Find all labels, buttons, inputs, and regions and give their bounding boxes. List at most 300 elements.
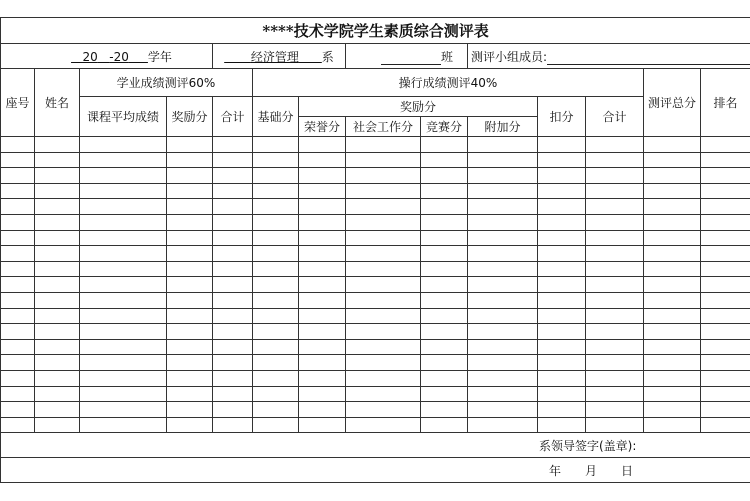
table-cell[interactable] — [80, 417, 167, 433]
table-cell[interactable] — [213, 308, 253, 324]
table-cell[interactable] — [299, 137, 346, 153]
table-cell[interactable] — [35, 168, 80, 184]
table-cell[interactable] — [35, 277, 80, 293]
table-cell[interactable] — [213, 152, 253, 168]
table-cell[interactable] — [80, 324, 167, 340]
table-cell[interactable] — [253, 417, 299, 433]
table-cell[interactable] — [1, 183, 35, 199]
table-cell[interactable] — [80, 152, 167, 168]
class-label: 班 — [440, 49, 453, 64]
table-cell[interactable] — [644, 386, 701, 402]
table-cell[interactable] — [253, 183, 299, 199]
table-cell[interactable] — [346, 277, 421, 293]
table-row — [1, 183, 750, 199]
table-cell[interactable] — [1, 168, 35, 184]
table-cell[interactable] — [538, 339, 586, 355]
table-cell[interactable] — [538, 261, 586, 277]
table-cell[interactable] — [253, 339, 299, 355]
table-cell[interactable] — [299, 168, 346, 184]
table-cell[interactable] — [35, 355, 80, 371]
table-row — [1, 168, 750, 184]
table-cell[interactable] — [167, 214, 213, 230]
table-cell[interactable] — [346, 370, 421, 386]
table-cell[interactable] — [346, 230, 421, 246]
table-row — [1, 292, 750, 308]
table-cell[interactable] — [644, 308, 701, 324]
table-cell[interactable] — [346, 261, 421, 277]
table-cell[interactable] — [701, 402, 750, 418]
table-cell[interactable] — [167, 152, 213, 168]
table-cell[interactable] — [167, 324, 213, 340]
table-cell[interactable] — [1, 214, 35, 230]
table-cell[interactable] — [538, 386, 586, 402]
table-cell[interactable] — [586, 277, 644, 293]
table-cell[interactable] — [213, 355, 253, 371]
table-cell[interactable] — [299, 339, 346, 355]
table-cell[interactable] — [538, 246, 586, 262]
table-cell[interactable] — [468, 230, 538, 246]
table-cell[interactable] — [586, 137, 644, 153]
table-cell[interactable] — [299, 199, 346, 215]
table-cell[interactable] — [538, 152, 586, 168]
table-cell[interactable] — [167, 261, 213, 277]
table-cell[interactable] — [253, 292, 299, 308]
table-cell[interactable] — [35, 417, 80, 433]
table-cell[interactable] — [299, 417, 346, 433]
table-cell[interactable] — [586, 183, 644, 199]
table-cell[interactable] — [1, 230, 35, 246]
table-cell[interactable] — [586, 324, 644, 340]
table-cell[interactable] — [253, 152, 299, 168]
academic-year-field[interactable] — [1, 44, 213, 69]
table-cell[interactable] — [468, 277, 538, 293]
table-cell[interactable] — [167, 230, 213, 246]
table-cell[interactable] — [299, 308, 346, 324]
table-cell[interactable] — [80, 199, 167, 215]
table-cell[interactable] — [1, 261, 35, 277]
table-cell[interactable] — [1, 137, 35, 153]
table-cell[interactable] — [586, 370, 644, 386]
table-cell[interactable] — [586, 339, 644, 355]
table-cell[interactable] — [346, 324, 421, 340]
table-cell[interactable] — [1, 324, 35, 340]
table-cell[interactable] — [586, 152, 644, 168]
table-cell[interactable] — [538, 168, 586, 184]
table-cell[interactable] — [213, 214, 253, 230]
table-cell[interactable] — [538, 199, 586, 215]
department-field[interactable] — [213, 44, 346, 69]
table-cell[interactable] — [299, 386, 346, 402]
table-cell[interactable] — [701, 370, 750, 386]
table-cell[interactable] — [346, 292, 421, 308]
table-cell[interactable] — [644, 417, 701, 433]
table-cell[interactable] — [468, 246, 538, 262]
table-cell[interactable] — [421, 355, 468, 371]
table-cell[interactable] — [538, 355, 586, 371]
table-cell[interactable] — [80, 214, 167, 230]
form-title: ****技术学院学生素质综合测评表 — [1, 18, 750, 44]
table-cell[interactable] — [421, 214, 468, 230]
table-cell[interactable] — [80, 277, 167, 293]
table-cell[interactable] — [701, 339, 750, 355]
table-cell[interactable] — [421, 308, 468, 324]
table-cell[interactable] — [1, 417, 35, 433]
table-cell[interactable] — [538, 308, 586, 324]
table-cell[interactable] — [213, 277, 253, 293]
table-cell[interactable] — [1, 339, 35, 355]
table-cell[interactable] — [213, 339, 253, 355]
table-cell[interactable] — [167, 417, 213, 433]
table-cell[interactable] — [1, 386, 35, 402]
evaluation-form-table — [0, 17, 750, 483]
table-cell[interactable] — [213, 386, 253, 402]
table-cell[interactable] — [468, 292, 538, 308]
table-cell[interactable] — [35, 199, 80, 215]
table-cell[interactable] — [701, 246, 750, 262]
table-cell[interactable] — [1, 308, 35, 324]
table-cell[interactable] — [299, 370, 346, 386]
table-cell[interactable] — [35, 339, 80, 355]
table-cell[interactable] — [299, 230, 346, 246]
table-cell[interactable] — [253, 261, 299, 277]
table-cell[interactable] — [346, 402, 421, 418]
table-cell[interactable] — [421, 324, 468, 340]
table-cell[interactable] — [213, 230, 253, 246]
table-cell[interactable] — [253, 246, 299, 262]
table-cell[interactable] — [213, 137, 253, 153]
table-cell[interactable] — [35, 246, 80, 262]
table-cell[interactable] — [468, 370, 538, 386]
table-cell[interactable] — [299, 292, 346, 308]
table-cell[interactable] — [586, 199, 644, 215]
table-cell[interactable] — [35, 214, 80, 230]
table-cell[interactable] — [213, 261, 253, 277]
table-cell[interactable] — [586, 417, 644, 433]
table-cell[interactable] — [644, 277, 701, 293]
table-cell[interactable] — [586, 402, 644, 418]
table-cell[interactable] — [35, 370, 80, 386]
table-cell[interactable] — [538, 292, 586, 308]
table-cell[interactable] — [299, 246, 346, 262]
table-cell[interactable] — [644, 324, 701, 340]
table-cell[interactable] — [299, 261, 346, 277]
table-cell[interactable] — [421, 386, 468, 402]
table-cell[interactable] — [644, 355, 701, 371]
table-cell[interactable] — [644, 292, 701, 308]
table-cell[interactable] — [468, 199, 538, 215]
header-course-avg: 课程平均成绩 — [80, 97, 167, 137]
table-cell[interactable] — [35, 292, 80, 308]
table-cell[interactable] — [346, 355, 421, 371]
date-row — [1, 458, 750, 483]
table-cell[interactable] — [701, 355, 750, 371]
table-cell[interactable] — [701, 230, 750, 246]
table-cell[interactable] — [167, 277, 213, 293]
table-cell[interactable] — [213, 183, 253, 199]
table-cell[interactable] — [346, 214, 421, 230]
table-cell[interactable] — [299, 183, 346, 199]
table-cell[interactable] — [167, 183, 213, 199]
table-cell[interactable] — [468, 308, 538, 324]
table-cell[interactable] — [586, 168, 644, 184]
table-row — [1, 261, 750, 277]
signature-row — [1, 433, 750, 458]
table-cell[interactable] — [701, 168, 750, 184]
table-cell[interactable] — [253, 214, 299, 230]
table-cell[interactable] — [253, 386, 299, 402]
table-cell[interactable] — [644, 402, 701, 418]
class-blank — [381, 51, 441, 65]
table-cell[interactable] — [35, 386, 80, 402]
table-cell[interactable] — [586, 308, 644, 324]
header-competition: 竞赛分 — [421, 117, 468, 137]
table-cell[interactable] — [346, 417, 421, 433]
table-cell[interactable] — [701, 152, 750, 168]
table-cell[interactable] — [167, 246, 213, 262]
table-cell[interactable] — [538, 277, 586, 293]
committee-label: 测评小组成员: — [471, 49, 548, 64]
table-cell[interactable] — [346, 339, 421, 355]
table-cell[interactable] — [80, 230, 167, 246]
header-overall-total: 测评总分 — [644, 69, 701, 137]
table-cell[interactable] — [701, 386, 750, 402]
table-cell[interactable] — [586, 261, 644, 277]
table-cell[interactable] — [701, 324, 750, 340]
table-cell[interactable] — [421, 246, 468, 262]
table-cell[interactable] — [468, 137, 538, 153]
table-cell[interactable] — [644, 168, 701, 184]
table-cell[interactable] — [1, 246, 35, 262]
table-cell[interactable] — [421, 339, 468, 355]
header-honor: 荣誉分 — [299, 117, 346, 137]
table-cell[interactable] — [253, 355, 299, 371]
table-cell[interactable] — [299, 355, 346, 371]
table-cell[interactable] — [644, 137, 701, 153]
table-cell[interactable] — [701, 261, 750, 277]
signature-label: 系领导签字(盖章): — [539, 438, 637, 453]
table-cell[interactable] — [80, 370, 167, 386]
table-cell[interactable] — [80, 261, 167, 277]
table-cell[interactable] — [167, 402, 213, 418]
table-cell[interactable] — [538, 183, 586, 199]
table-cell[interactable] — [1, 370, 35, 386]
table-cell[interactable] — [35, 402, 80, 418]
table-cell[interactable] — [1, 402, 35, 418]
table-cell[interactable] — [213, 417, 253, 433]
table-row — [1, 355, 750, 371]
table-cell[interactable] — [1, 277, 35, 293]
table-cell[interactable] — [299, 214, 346, 230]
table-cell[interactable] — [701, 137, 750, 153]
table-cell[interactable] — [586, 214, 644, 230]
table-cell[interactable] — [346, 199, 421, 215]
table-cell[interactable] — [701, 199, 750, 215]
table-cell[interactable] — [644, 370, 701, 386]
table-cell[interactable] — [213, 292, 253, 308]
table-cell[interactable] — [644, 261, 701, 277]
table-cell[interactable] — [468, 386, 538, 402]
data-rows — [1, 137, 750, 433]
table-cell[interactable] — [586, 355, 644, 371]
table-cell[interactable] — [346, 386, 421, 402]
header-conduct-total: 合计 — [586, 97, 644, 137]
table-cell[interactable] — [299, 402, 346, 418]
header-base-score: 基础分 — [253, 97, 299, 137]
table-cell[interactable] — [299, 152, 346, 168]
table-cell[interactable] — [421, 199, 468, 215]
table-cell[interactable] — [35, 230, 80, 246]
table-cell[interactable] — [213, 246, 253, 262]
table-cell[interactable] — [213, 370, 253, 386]
table-cell[interactable] — [167, 137, 213, 153]
table-cell[interactable] — [35, 183, 80, 199]
table-cell[interactable] — [644, 183, 701, 199]
table-row — [1, 152, 750, 168]
table-cell[interactable] — [346, 168, 421, 184]
table-cell[interactable] — [701, 417, 750, 433]
table-cell[interactable] — [167, 199, 213, 215]
table-cell[interactable] — [80, 355, 167, 371]
table-cell[interactable] — [167, 370, 213, 386]
table-row — [1, 370, 750, 386]
table-cell[interactable] — [644, 199, 701, 215]
table-cell[interactable] — [644, 214, 701, 230]
table-cell[interactable] — [80, 308, 167, 324]
table-cell[interactable] — [586, 246, 644, 262]
table-cell[interactable] — [468, 183, 538, 199]
table-cell[interactable] — [35, 308, 80, 324]
table-cell[interactable] — [80, 386, 167, 402]
table-cell[interactable] — [468, 355, 538, 371]
table-cell[interactable] — [167, 168, 213, 184]
table-cell[interactable] — [468, 168, 538, 184]
table-cell[interactable] — [35, 324, 80, 340]
table-cell[interactable] — [644, 246, 701, 262]
table-cell[interactable] — [701, 277, 750, 293]
table-cell[interactable] — [1, 152, 35, 168]
table-cell[interactable] — [253, 277, 299, 293]
table-cell[interactable] — [421, 292, 468, 308]
table-row — [1, 402, 750, 418]
table-cell[interactable] — [213, 324, 253, 340]
table-row — [1, 246, 750, 262]
table-cell[interactable] — [468, 214, 538, 230]
table-cell[interactable] — [167, 308, 213, 324]
table-cell[interactable] — [346, 183, 421, 199]
table-cell[interactable] — [35, 137, 80, 153]
table-cell[interactable] — [299, 277, 346, 293]
table-cell[interactable] — [538, 402, 586, 418]
table-row — [1, 277, 750, 293]
header-name: 姓名 — [35, 69, 80, 137]
table-cell[interactable] — [213, 168, 253, 184]
table-cell[interactable] — [538, 370, 586, 386]
table-row — [1, 230, 750, 246]
table-cell[interactable] — [253, 324, 299, 340]
table-cell[interactable] — [80, 402, 167, 418]
table-cell[interactable] — [299, 324, 346, 340]
table-cell[interactable] — [468, 152, 538, 168]
table-cell[interactable] — [253, 137, 299, 153]
table-cell[interactable] — [586, 230, 644, 246]
table-cell[interactable] — [80, 183, 167, 199]
table-cell[interactable] — [538, 417, 586, 433]
table-cell[interactable] — [644, 339, 701, 355]
table-cell[interactable] — [80, 292, 167, 308]
table-cell[interactable] — [167, 292, 213, 308]
table-cell[interactable] — [421, 168, 468, 184]
table-cell[interactable] — [35, 152, 80, 168]
table-cell[interactable] — [80, 168, 167, 184]
department-value: 经济管理 — [250, 49, 299, 64]
table-cell[interactable] — [1, 292, 35, 308]
table-cell[interactable] — [586, 292, 644, 308]
table-cell[interactable] — [253, 308, 299, 324]
header-academic-bonus: 奖励分 — [167, 97, 213, 137]
table-cell[interactable] — [421, 183, 468, 199]
table-cell[interactable] — [213, 402, 253, 418]
table-cell[interactable] — [701, 308, 750, 324]
table-cell[interactable] — [167, 339, 213, 355]
table-cell[interactable] — [644, 152, 701, 168]
table-cell[interactable] — [421, 417, 468, 433]
table-cell[interactable] — [421, 137, 468, 153]
table-cell[interactable] — [421, 261, 468, 277]
table-cell[interactable] — [644, 230, 701, 246]
table-cell[interactable] — [421, 230, 468, 246]
table-cell[interactable] — [421, 402, 468, 418]
table-cell[interactable] — [253, 199, 299, 215]
table-cell[interactable] — [701, 214, 750, 230]
date-label: 年 月 日 — [549, 463, 634, 478]
table-cell[interactable] — [1, 355, 35, 371]
committee-field[interactable] — [468, 44, 750, 69]
table-cell[interactable] — [346, 152, 421, 168]
table-cell[interactable] — [167, 386, 213, 402]
table-cell[interactable] — [253, 168, 299, 184]
table-cell[interactable] — [346, 308, 421, 324]
table-cell[interactable] — [253, 230, 299, 246]
table-cell[interactable] — [586, 386, 644, 402]
table-cell[interactable] — [167, 355, 213, 371]
table-cell[interactable] — [468, 339, 538, 355]
table-cell[interactable] — [346, 246, 421, 262]
class-field[interactable] — [346, 44, 468, 69]
table-cell[interactable] — [421, 152, 468, 168]
table-cell[interactable] — [253, 402, 299, 418]
table-cell[interactable] — [538, 230, 586, 246]
table-cell[interactable] — [538, 214, 586, 230]
table-cell[interactable] — [80, 246, 167, 262]
table-cell[interactable] — [80, 137, 167, 153]
table-cell[interactable] — [346, 137, 421, 153]
table-cell[interactable] — [538, 137, 586, 153]
table-cell[interactable] — [538, 324, 586, 340]
table-cell[interactable] — [701, 183, 750, 199]
table-cell[interactable] — [421, 370, 468, 386]
table-cell[interactable] — [253, 370, 299, 386]
table-cell[interactable] — [80, 339, 167, 355]
table-cell[interactable] — [421, 277, 468, 293]
table-cell[interactable] — [213, 199, 253, 215]
table-cell[interactable] — [468, 417, 538, 433]
table-cell[interactable] — [701, 292, 750, 308]
table-cell[interactable] — [468, 402, 538, 418]
table-cell[interactable] — [468, 261, 538, 277]
table-cell[interactable] — [1, 199, 35, 215]
table-cell[interactable] — [35, 261, 80, 277]
table-cell[interactable] — [468, 324, 538, 340]
